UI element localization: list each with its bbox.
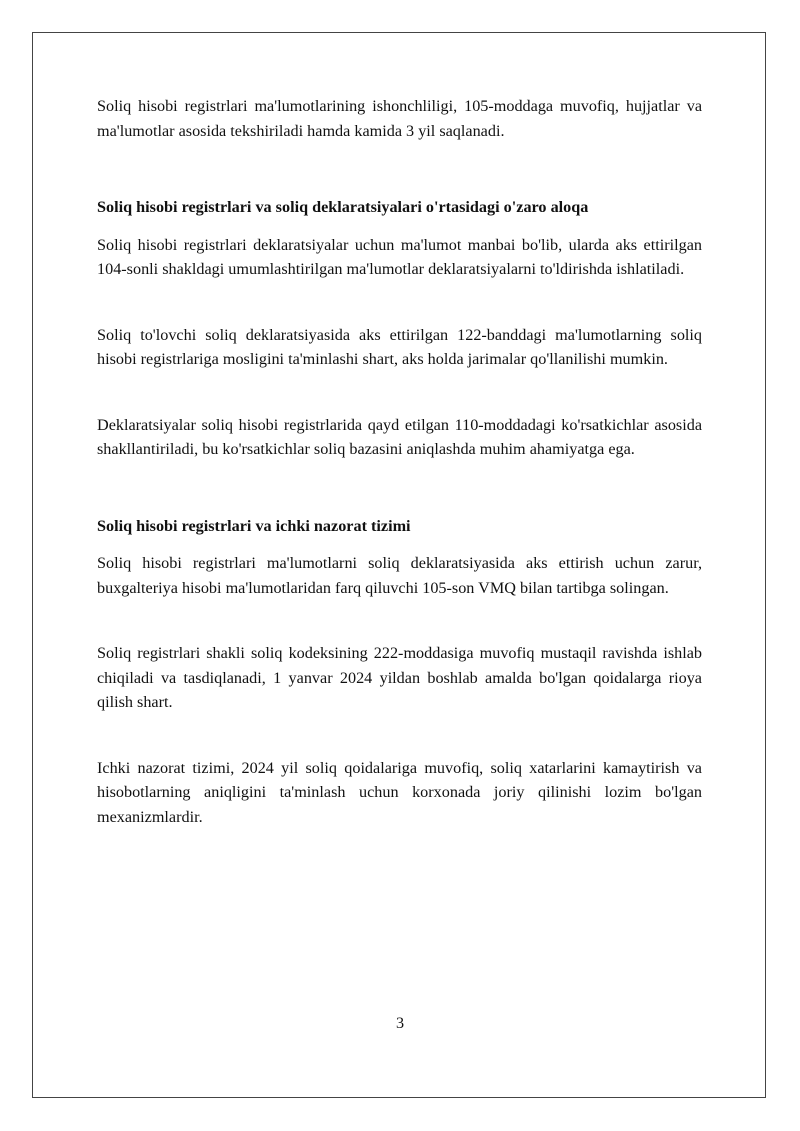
- paragraph: Soliq to'lovchi soliq deklaratsiyasida aks ettirilgan 122-banddagi ma'lumotlarning soliq hisobi registrlariga mosligini ta'minlashi shart, aks holda jarimalar qo'llanilishi mumkin.: [97, 325, 702, 368]
- paragraph: Ichki nazorat tizimi, 2024 yil soliq qoidalariga muvofiq, soliq xatarlarini kamaytirish va hisobotlarning aniqligini ta'minlash uchun korxonada joriy qilinishi lozim bo'lgan mexanizmlardir.: [97, 758, 702, 826]
- page-number: 3: [395, 1014, 405, 1032]
- paragraph: Soliq registrlari shakli soliq kodeksining 222-moddasiga muvofiq mustaqil ravishda ishlab chiqiladi va tasdiqlanadi, 1 yanvar 2024 yildan boshlab amalda bo'lgan qoidalarga rioya qilish shart.: [97, 644, 702, 711]
- section-heading: Soliq hisobi registrlari va ichki nazorat tizimi: [97, 516, 411, 535]
- paragraph: Deklaratsiyalar soliq hisobi registrlarida qayd etilgan 110-moddadagi ko'rsatkichlar asosida shakllantiriladi, bu ko'rsatkichlar soliq bazasini aniqlashda muhim ahamiyatga ega.: [97, 415, 702, 458]
- paragraph: Soliq hisobi registrlari ma'lumotlarining ishonchliligi, 105-moddaga muvofiq, hujjatlar va ma'lumotlar asosida tekshiriladi hamda kamida 3 yil saqlanadi.: [97, 97, 702, 140]
- paragraph: Soliq hisobi registrlari ma'lumotlarni soliq deklaratsiyasida aks ettirish uchun zarur, buxgalteriya hisobi ma'lumotlaridan farq qiluvchi 105-son VMQ bilan tartibga solingan.: [97, 554, 702, 597]
- section-heading: Soliq hisobi registrlari va soliq deklaratsiyalari o'rtasidagi o'zaro aloqa: [97, 198, 589, 216]
- document-body: [97, 94, 702, 829]
- paragraph: Soliq hisobi registrlari deklaratsiyalar uchun ma'lumot manbai bo'lib, ularda aks ettirilgan 104-sonli shakldagi umumlashtirilgan ma'lumotlar deklaratsiyalarni to'ldirishda ishlatiladi.: [97, 235, 702, 278]
